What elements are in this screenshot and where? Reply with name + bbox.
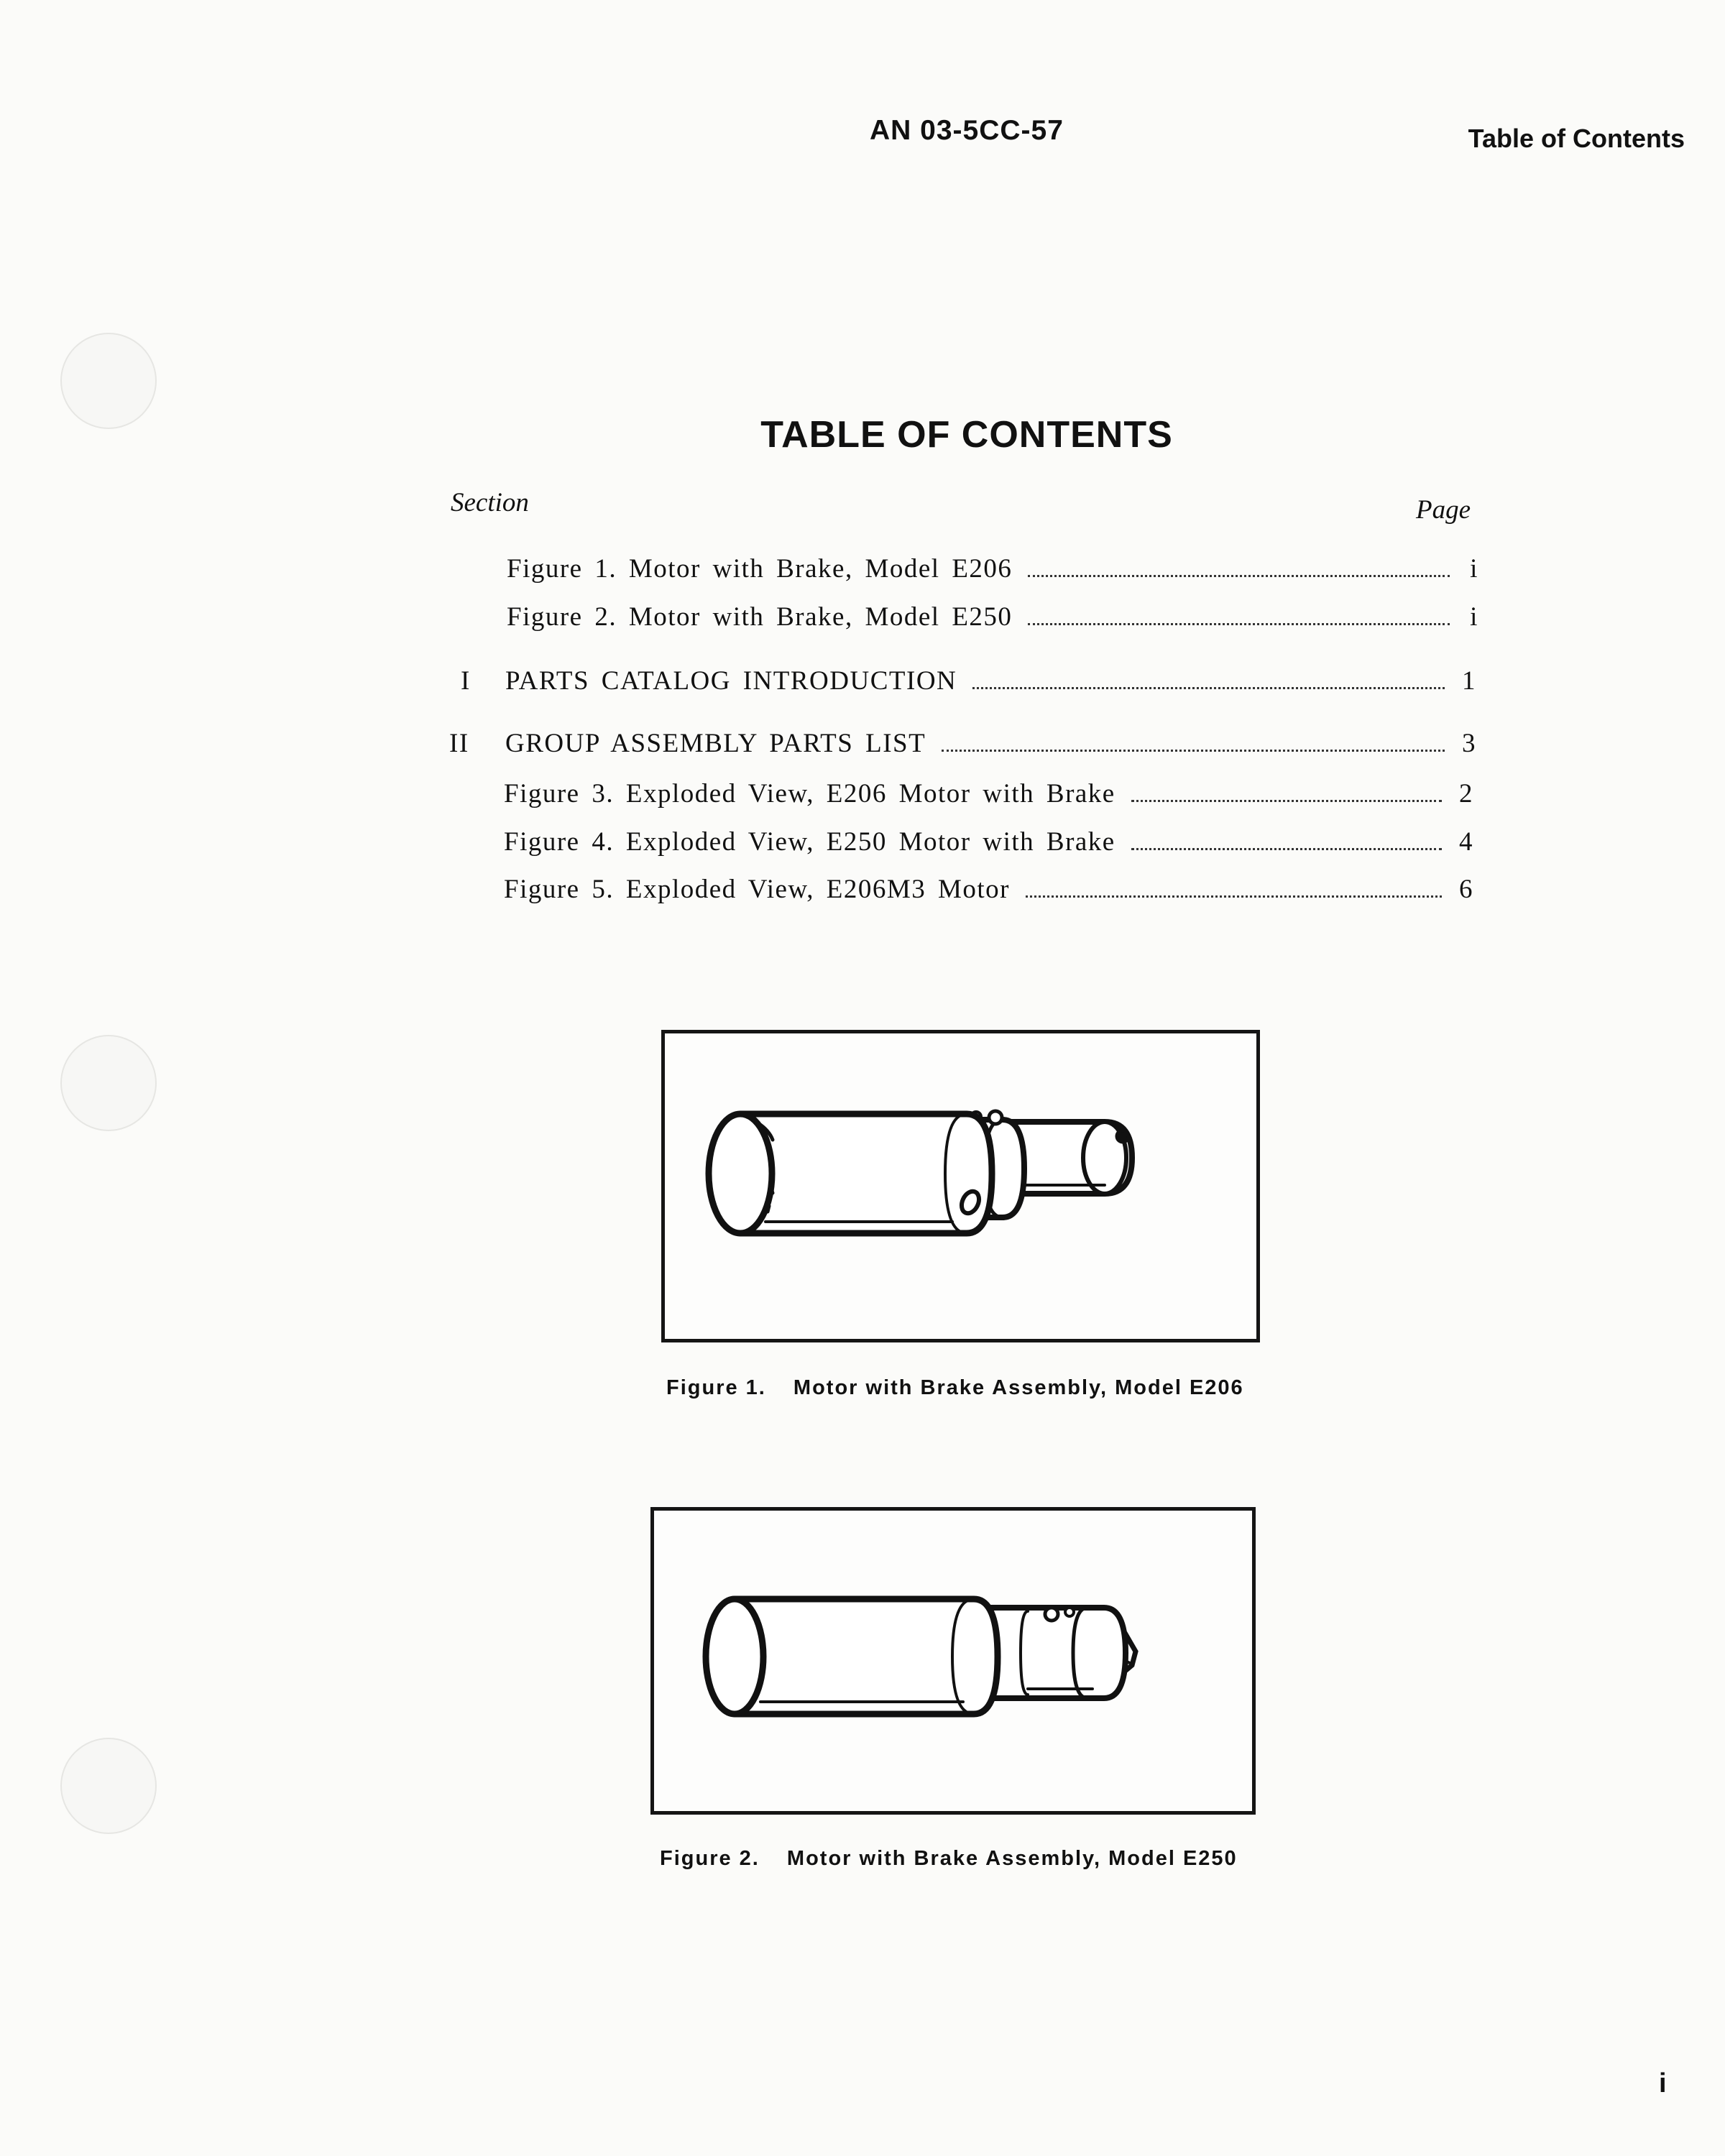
toc-entry-page: 6 — [1459, 875, 1473, 904]
leader-dots — [942, 750, 1445, 752]
toc-entry-figure-3[interactable] — [504, 778, 1476, 809]
leader-dots — [1131, 800, 1442, 802]
toc-entry-page: 2 — [1459, 779, 1473, 808]
figure-2-frame — [650, 1507, 1256, 1815]
figure-caption-text: Motor with Brake Assembly, Model E206 — [793, 1376, 1244, 1399]
toc-entry-section-number: I — [461, 666, 471, 696]
toc-entry-page: i — [1470, 554, 1478, 584]
toc-entry-figure-4[interactable] — [504, 826, 1476, 857]
toc-title: TABLE OF CONTENTS — [760, 414, 1173, 456]
leader-dots — [1028, 575, 1450, 577]
punch-hole-bottom — [60, 1738, 157, 1834]
toc-entry-page: 3 — [1462, 729, 1476, 758]
toc-entry-figure-1[interactable] — [507, 553, 1484, 584]
motor-e206-illustration — [665, 1033, 1256, 1339]
toc-entry-page: 1 — [1462, 666, 1476, 696]
document-number: AN 03-5CC-57 — [870, 115, 1064, 146]
running-section-title: Table of Contents — [1468, 124, 1685, 153]
page-number: i — [1659, 2068, 1667, 2099]
toc-entry-page: i — [1470, 602, 1478, 632]
toc-page-heading: Page — [1416, 495, 1471, 525]
toc-entry-label: Figure 4. Exploded View, E250 Motor with Brake — [504, 827, 1116, 857]
figure-caption-text: Motor with Brake Assembly, Model E250 — [786, 1847, 1238, 1870]
figure-number: Figure 2. — [660, 1847, 760, 1870]
leader-dots — [1131, 848, 1442, 850]
toc-entry-label: Figure 5. Exploded View, E206M3 Motor — [504, 875, 1011, 904]
toc-entry-section-ii[interactable] — [449, 728, 1479, 759]
figure-1-frame — [661, 1030, 1260, 1342]
toc-entry-section-i[interactable] — [461, 665, 1479, 696]
toc-entry-label: Figure 3. Exploded View, E206 Motor with Brake — [504, 779, 1116, 808]
toc-entry-label: GROUP ASSEMBLY PARTS LIST — [505, 729, 926, 758]
punch-hole-middle — [60, 1035, 157, 1131]
toc-entry-section-number: II — [449, 729, 469, 758]
toc-entry-label: PARTS CATALOG INTRODUCTION — [505, 666, 957, 696]
motor-e250-illustration — [654, 1511, 1252, 1811]
toc-section-heading: Section — [451, 488, 529, 517]
toc-entry-figure-5[interactable] — [504, 874, 1476, 905]
leader-dots — [972, 687, 1445, 689]
toc-entry-figure-2[interactable] — [507, 602, 1484, 632]
toc-entry-label: Figure 2. Motor with Brake, Model E250 — [507, 602, 1013, 632]
toc-entry-label: Figure 1. Motor with Brake, Model E206 — [507, 554, 1013, 584]
figure-1-caption — [666, 1376, 1244, 1400]
figure-number: Figure 1. — [666, 1376, 766, 1399]
leader-dots — [1028, 623, 1450, 625]
figure-2-caption — [660, 1847, 1238, 1871]
toc-entry-page: 4 — [1459, 827, 1473, 857]
leader-dots — [1026, 895, 1442, 898]
